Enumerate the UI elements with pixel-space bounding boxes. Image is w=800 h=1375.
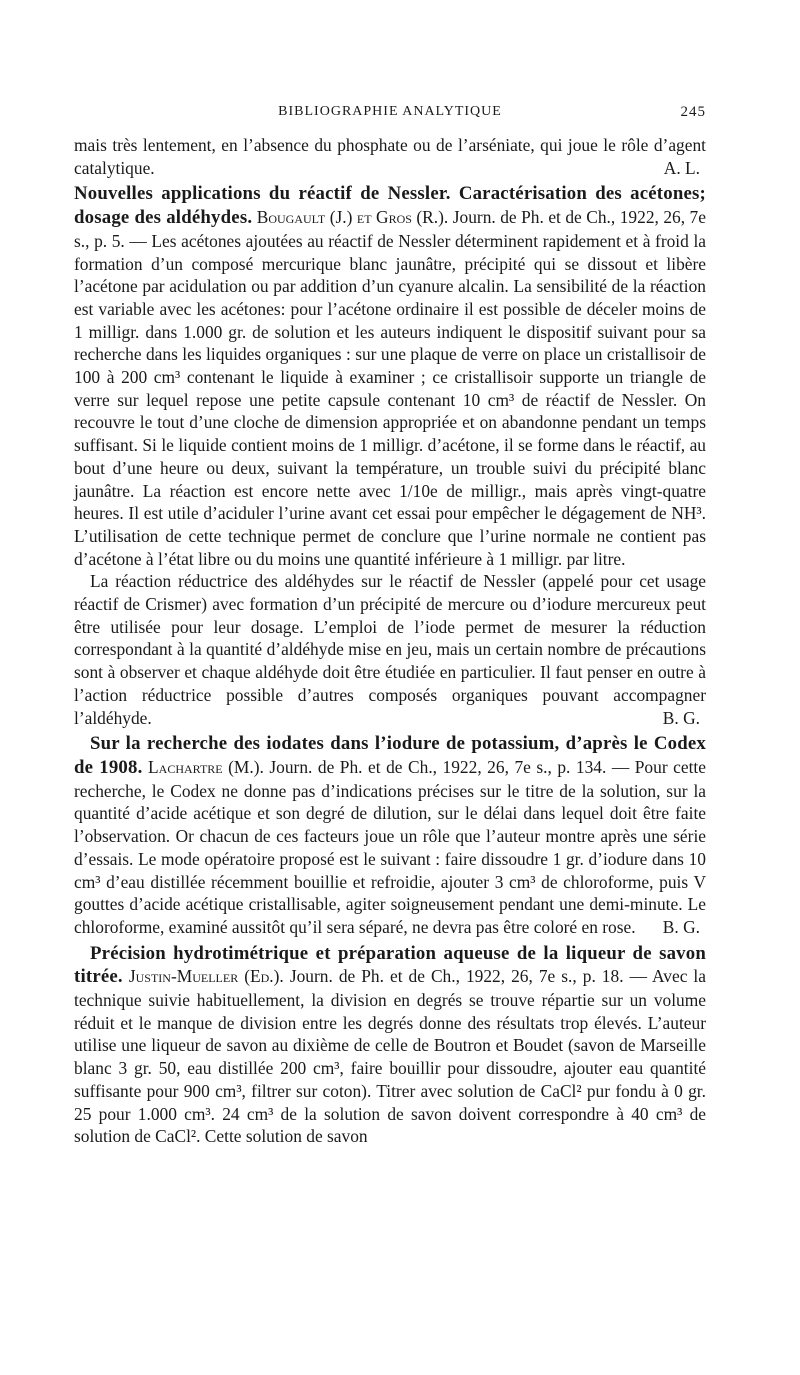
article-hydrotimetrie: [74, 942, 706, 1148]
article-body: — Les acétones ajoutées au réactif de Nessler déterminent rapidement et à froid la formation d’un composé mercurique blanc jaunâtre, précipité qui se dissout et libère l’acétone par acidulation ou par addition d’un cyanure alcalin. La sensibilité de la réaction est variable avec les acétones: pour l’acétone ordinaire il est possible de déceler moins de 1 milligr. dans 1.000 gr. de solution et les auteurs indiquent le dispositif suivant pour sa recherche dans les liquides organiques : sur une plaque de verre on place un cristallisoir de 100 à 200 cm³ contenant le liquide à examiner ; ce cristallisoir supporte un triangle de verre sur lequel repose une petite capsule contenant 10 cm³ de réactif de Nessler. On recouvre le tout d’une cloche de dimension appropriée et on abandonne pendant un temps suffisant. Si le liquide contient moins de 1 milligr. d’acétone, il se forme dans le réactif, au bout d’une heure ou deux, suivant la température, un trouble suivi du précipité blanc jaunâtre. La réaction est encore nette avec 1/10e de milligr., mais après vingt-quatre heures. Il est utile d’aciduler l’urine avant cet essai pour empêcher le dégagement de NH³. L’utilisation de cette technique permet de conclure que l’urine normale ne contient pas d’acétone à l’état libre ou du moins une quantité inférieure à 1 milligr. par litre.: [74, 230, 706, 569]
article-body: — Avec la technique suivie habituellement, la division en degrés se trouve répartie sur un volume réduit et le manque de division entre les degrés donne des résultats trop élevés. L’auteur utilise une liqueur de savon au dixième de celle de Boutron et Boudet (savon de Marseille blanc 3 gr. 50, eau distillée 200 cm³, faire bouillir pour dissoudre, ajouter eau quantité suffisante pour 900 cm³, filtrer sur coton). Titrer avec solution de CaCl² pur fondu à 0 gr. 25 pour 1.000 cm³. 24 cm³ de la solution de savon doivent correspondre à 40 cm³ de solution de CaCl². Cette solution de savon: [74, 966, 706, 1147]
article-hydrotimetrie-lead: [74, 942, 706, 1148]
article-title: Sur la recherche des iodates dans l’iodure de potassium, d’après le Codex de 1908.: [74, 733, 706, 778]
carryover-text: mais très lentement, en l’absence du phosphate ou de l’arséniate, qui joue le rôle d’agent catalytique.: [74, 135, 706, 178]
article-citation: Journ. de Ph. et de Ch., 1922, 26, 7e s., p. 18.: [289, 966, 624, 987]
article-iodates-lead: [74, 732, 706, 938]
article-nessler: [74, 182, 706, 729]
article-body: La réaction réductrice des aldéhydes sur le réactif de Nessler (appelé pour cet usage réactif de Crismer) avec formation d’un précipité de mercure ou d’iodure mercureux peut être utilisée pour leur dosage. L’emploi de l’iode permet de mesurer la réduction correspondant à la quantité d’aldéhyde mise en jeu, mais un certain nombre de précautions sont à observer et chaque aldéhyde doit être étudiée en particulier. Il faut penser en outre à l’action réductrice possible d’autres composés organiques pouvant accompagner l’aldéhyde.: [74, 571, 706, 728]
article-authors: Justin-Mueller (Ed.).: [128, 966, 284, 987]
carryover-paragraph: [74, 134, 706, 179]
article-paragraph: [74, 570, 706, 729]
article-authors: Bougault (J.) et Gros (R.).: [256, 207, 449, 228]
article-signature: B. G.: [662, 707, 700, 728]
article-citation: Journ. de Ph. et de Ch., 1922, 26, 7e s., p. 5.: [74, 207, 706, 251]
article-title: Nouvelles applications du réactif de Nessler. Caractérisation des acétones; dosage des aldéhydes.: [74, 183, 706, 229]
article-body: — Pour cette recherche, le Codex ne donne pas d’indications précises sur le titre de la solution, sur la quantité d’acide acétique et son degré de dilution, sur le délai dans lequel doit être faite l’observation. Or chacun de ces facteurs joue un rôle que l’auteur montre après une série d’essais. Le mode opératoire proposé est le suivant : faire dissoudre 1 gr. d’iodure dans 10 cm³ d’eau distillée récemment bouillie et refroidie, ajouter 3 cm³ de chloroforme, puis V gouttes d’acide acétique cristallisable, agiter soigneusement pendant une demi-minute. Le chloroforme, examiné aussitôt qu’il sera séparé, ne devra pas être coloré en rose.: [74, 756, 706, 937]
article-authors: Lachartre (M.).: [148, 756, 264, 777]
article-iodates: [74, 732, 706, 938]
article-title: Précision hydrotimétrique et préparation aqueuse de la liqueur de savon titrée.: [74, 942, 706, 988]
running-title: BIBLIOGRAPHIE ANALYTIQUE: [278, 104, 502, 119]
article-nessler-lead: [74, 182, 706, 570]
carryover-signature: A. L.: [663, 157, 700, 178]
page-number: 245: [680, 104, 706, 120]
running-header: [74, 100, 706, 124]
article-signature: B. G.: [662, 916, 700, 937]
article-citation: Journ. de Ph. et de Ch., 1922, 26, 7e s., p. 134.: [269, 756, 607, 777]
document-page: [74, 100, 706, 1148]
